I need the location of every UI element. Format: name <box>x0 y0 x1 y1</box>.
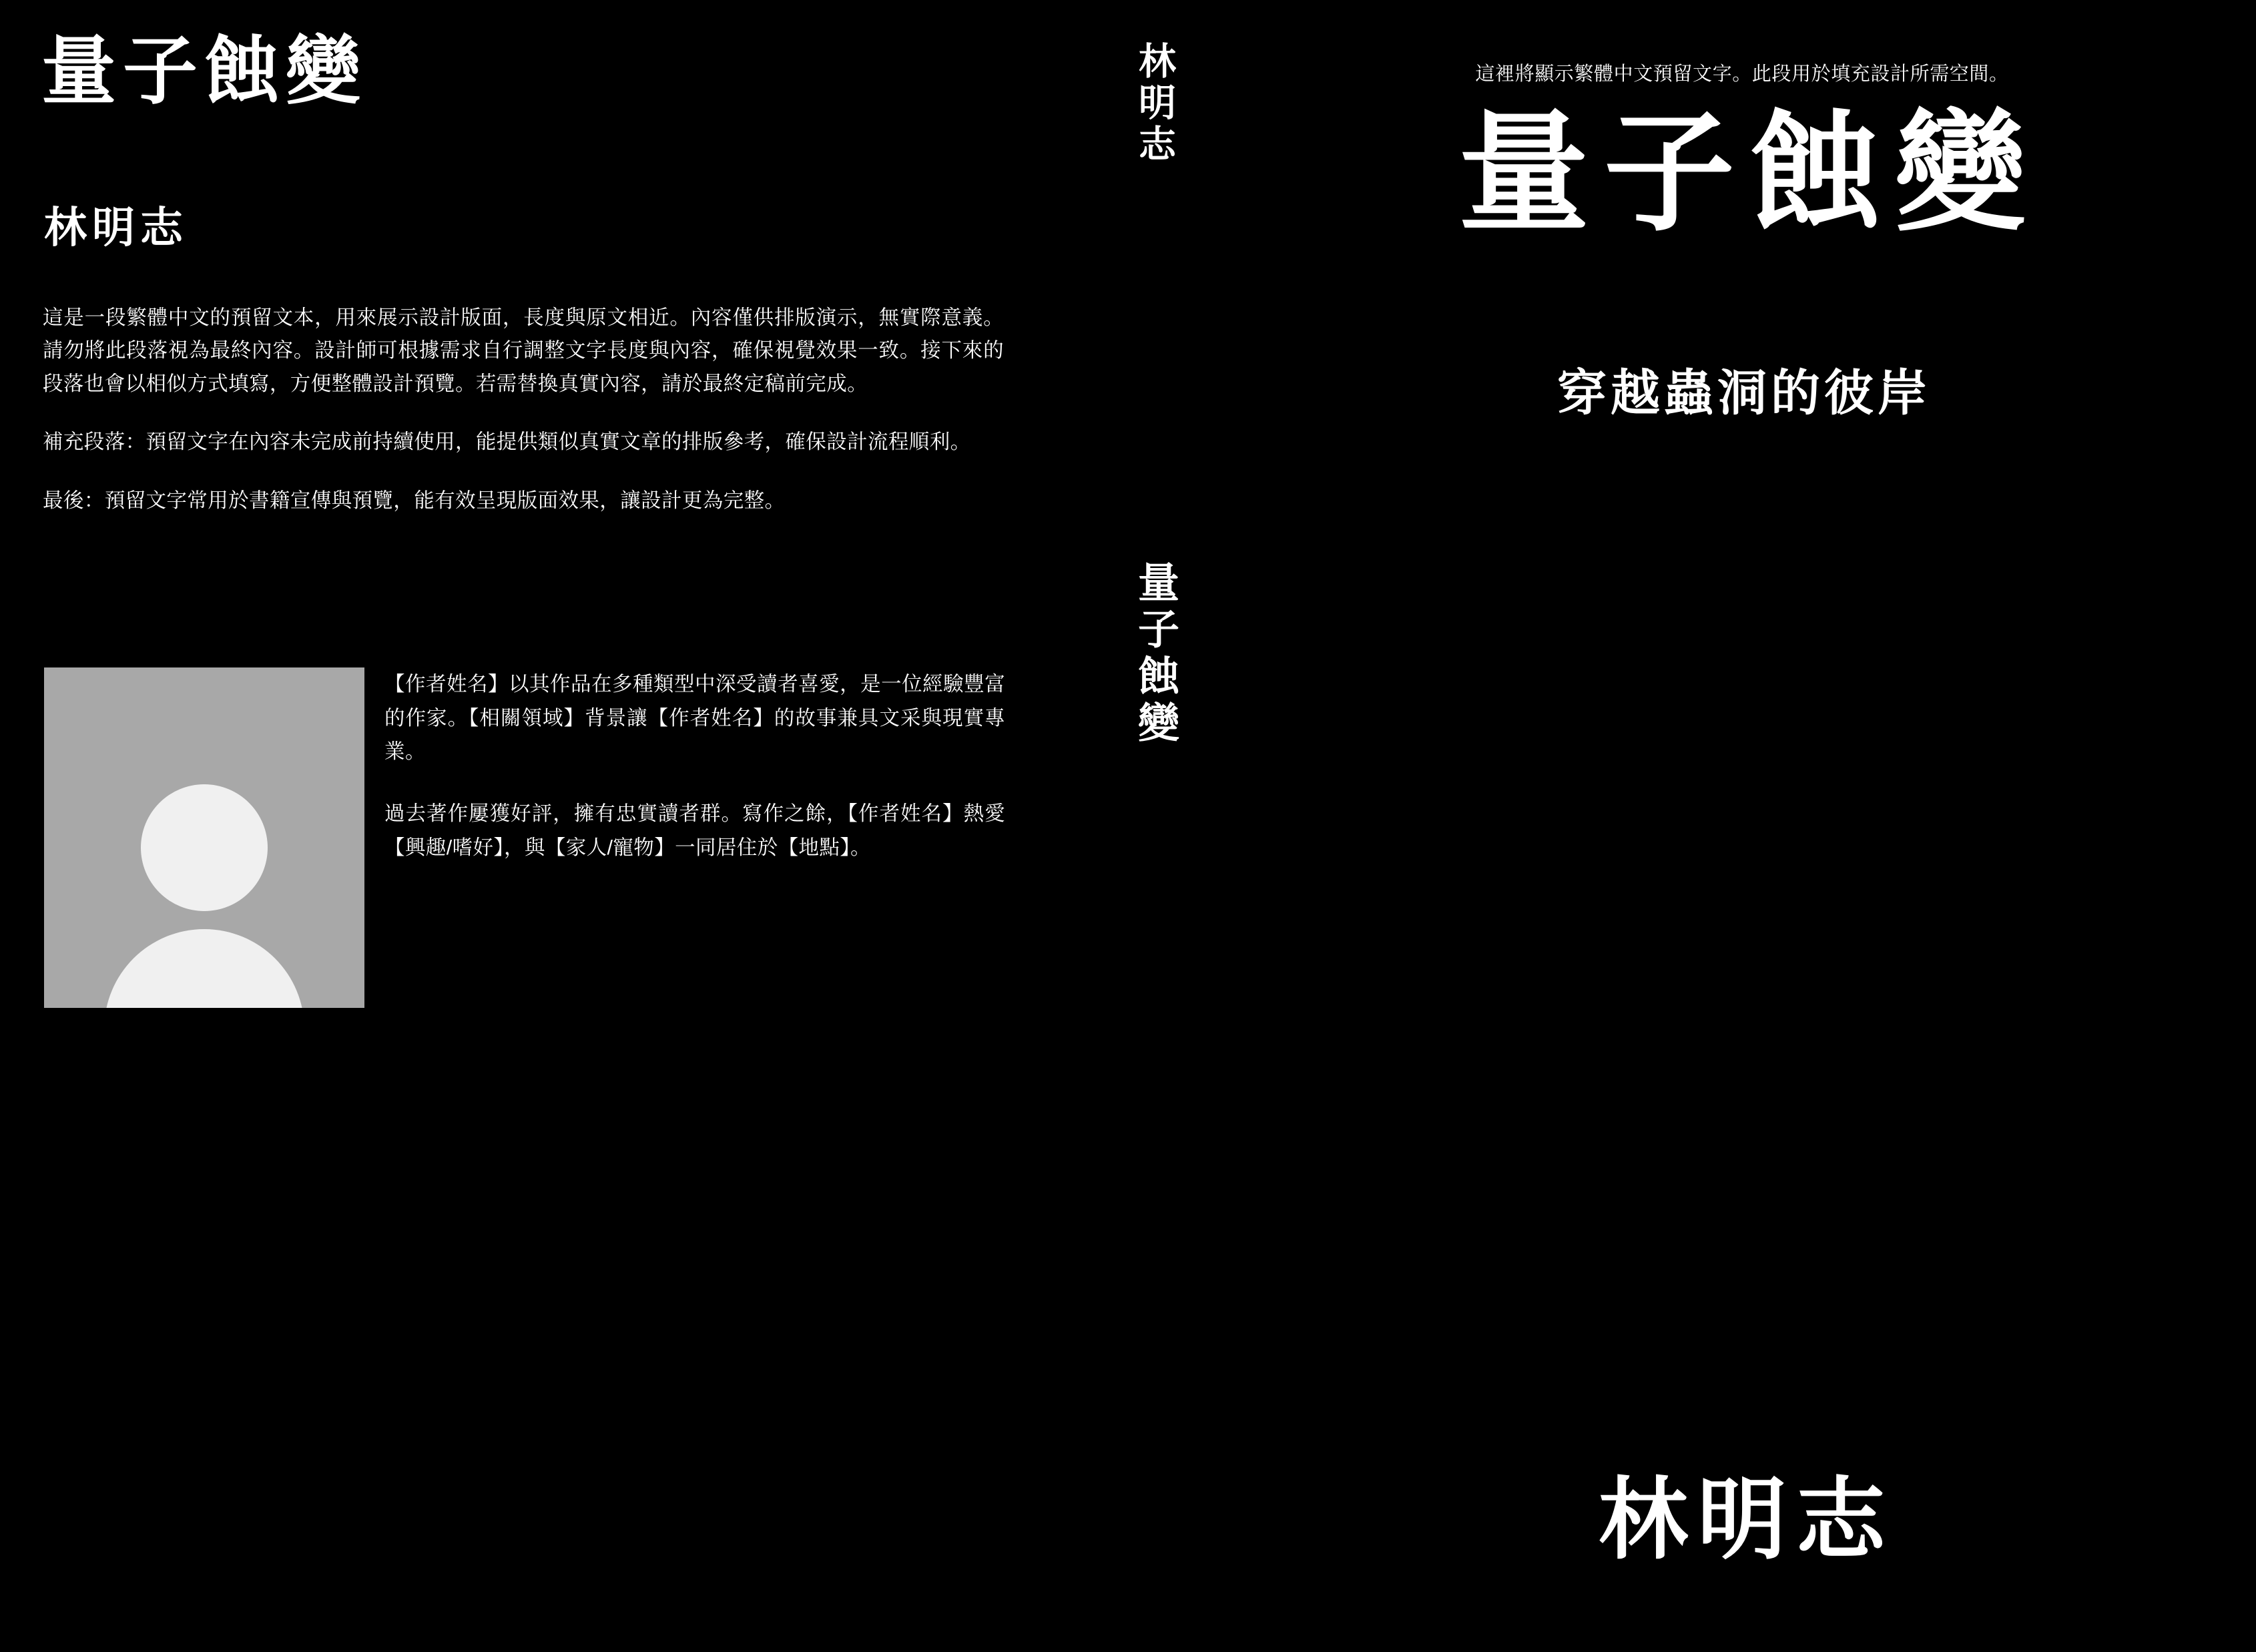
back-cover-blurb <box>43 302 1004 517</box>
person-body-icon <box>104 929 304 1008</box>
author-bio-paragraph: 【作者姓名】以其作品在多種類型中深受讀者喜愛，是一位經驗豐富的作家。【相關領域】背景讓【作者姓名】的故事兼具文采與現實專業。 <box>384 673 1005 764</box>
author-bio-paragraph: 過去著作屢獲好評，擁有忠實讀者群。寫作之餘，【作者姓名】熱愛【興趣/嗜好】，與【家人/寵物】一同居住於【地點】。 <box>384 802 1005 859</box>
front-cover-subtitle: 穿越蟲洞的彼岸 <box>1557 365 1931 421</box>
back-cover-author: 林明志 <box>44 204 188 252</box>
blurb-paragraph: 最後：預留文字常用於書籍宣傳與預覽，能有效呈現版面效果，讓設計更為完整。 <box>43 489 786 512</box>
front-cover-title: 量子蝕變 <box>1458 100 2040 246</box>
spine-title: 量子蝕變 <box>1131 561 1178 748</box>
person-head-icon <box>141 784 268 911</box>
front-cover-author: 林明志 <box>1598 1470 1895 1570</box>
blurb-paragraph: 這是一段繁體中文的預留文本，用來展示設計版面，長度與原文相近。內容僅供排版演示，無實際意義。請勿將此段落視為最終內容。設計師可根據需求自行調整文字長度與內容，確保視覺效果一致。接下來的段落也會以相似方式填寫，方便整體設計預覽。若需替換真實內容，請於最終定稿前完成。 <box>43 306 1004 395</box>
author-bio <box>384 667 1005 864</box>
front-cover-panel <box>1228 0 2256 1652</box>
back-cover-title: 量子蝕變 <box>41 29 367 113</box>
blurb-paragraph: 補充段落：預留文字在內容未完成前持續使用，能提供類似真實文章的排版參考，確保設計流程順利。 <box>43 431 971 454</box>
spine-panel <box>1081 0 1228 1652</box>
spine-author: 林明志 <box>1134 41 1176 166</box>
author-photo-placeholder <box>44 667 364 1008</box>
front-cover-tagline: 這裡將顯示繁體中文預留文字。此段用於填充設計所需空間。 <box>1475 63 2009 85</box>
back-cover-panel <box>0 0 1081 1652</box>
